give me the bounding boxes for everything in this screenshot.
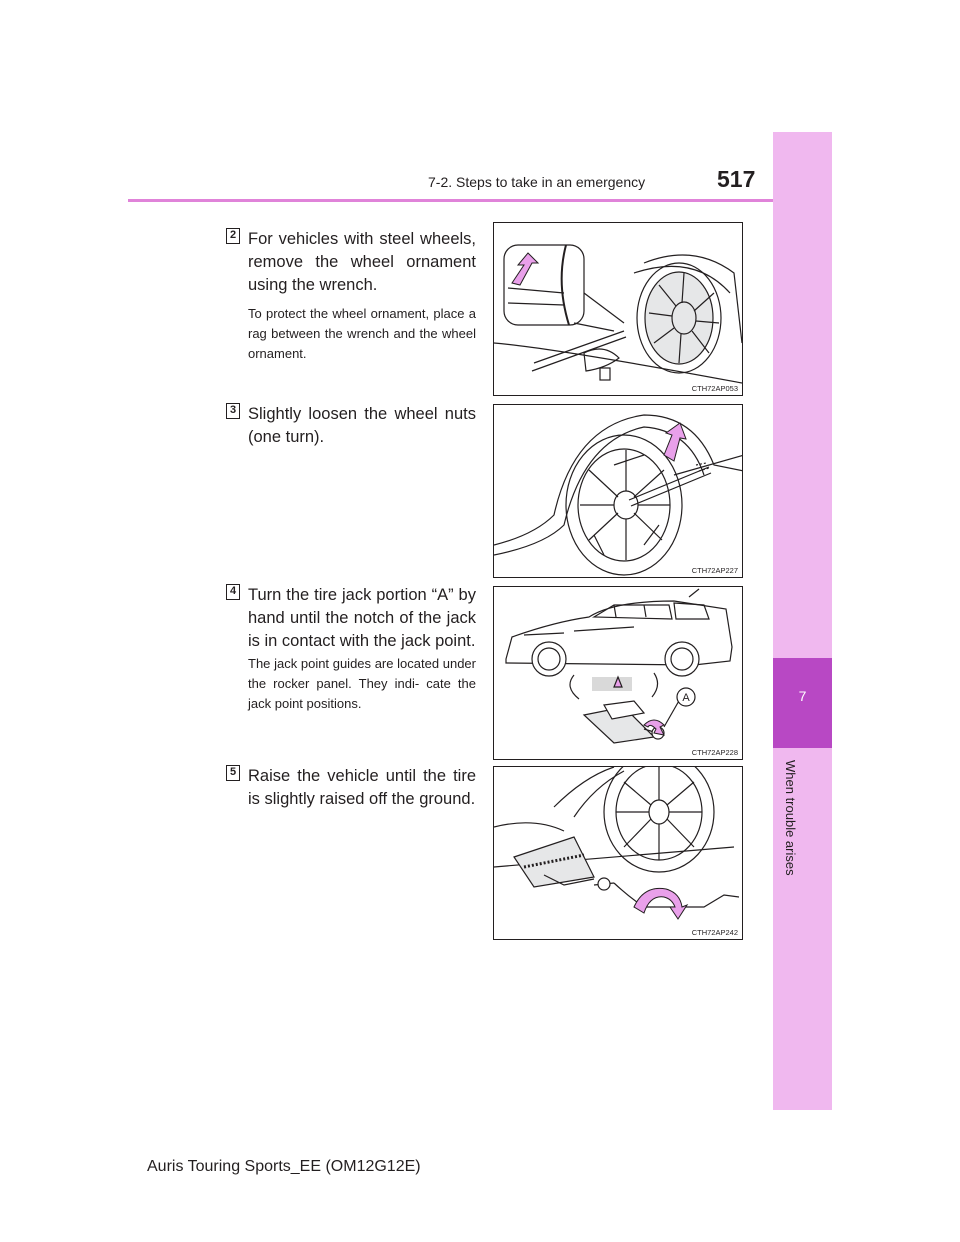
- manual-name: Auris Touring Sports_EE (OM12G12E): [147, 1158, 421, 1175]
- header-rule: [128, 199, 832, 202]
- illustration-code: CTH72AP228: [691, 748, 738, 757]
- step-number-4: 4: [226, 584, 240, 600]
- illustration-raise-vehicle: [493, 766, 743, 940]
- step-2-text: For vehicles with steel wheels, remove the wheel ornament using the wrench.: [248, 230, 476, 294]
- chapter-side-tab: [773, 132, 832, 1110]
- step-number-3: 3: [226, 403, 240, 419]
- step-number-5: 5: [226, 765, 240, 781]
- illustration-remove-ornament: [493, 222, 743, 396]
- illustration-loosen-nuts: [493, 404, 743, 578]
- step-2-note: To protect the wheel ornament, place a rag between the wrench and the wheel ornament.: [248, 306, 476, 361]
- step-number-2: 2: [226, 228, 240, 244]
- step-5-text: Raise the vehicle until the tire is slightly raised off the ground.: [248, 767, 476, 808]
- step-4-note: The jack point guides are located under the rocker panel. They indi- cate the jack point positions.: [248, 656, 476, 711]
- page-number: 517: [717, 166, 756, 192]
- illustration-code: CTH72AP242: [691, 928, 738, 937]
- step-3-text: Slightly loosen the wheel nuts (one turn).: [248, 405, 476, 446]
- illustration-code: CTH72AP227: [691, 566, 738, 575]
- illustration-code: CTH72AP053: [691, 384, 738, 393]
- section-title: 7-2. Steps to take in an emergency: [428, 174, 646, 190]
- illustration-jack-position: [493, 586, 743, 760]
- chapter-title: When trouble arises: [783, 760, 798, 876]
- chapter-number: 7: [798, 688, 807, 704]
- callout-label-a: A: [682, 692, 690, 704]
- step-4-text: Turn the tire jack portion “A” by hand until the notch of the jack is in contact with the jack point.: [248, 586, 476, 650]
